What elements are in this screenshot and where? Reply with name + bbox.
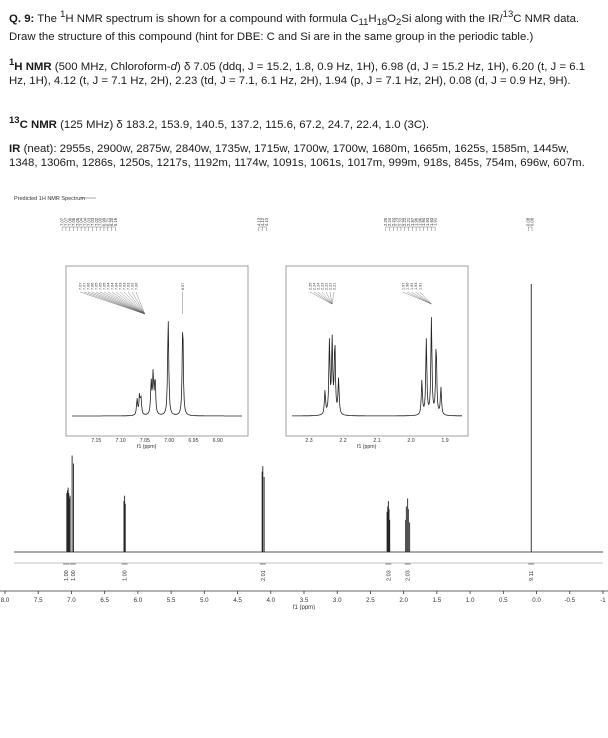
integral-1.00: 1.00 (122, 570, 129, 581)
question-label: Q. 9: (9, 12, 35, 25)
integral-1.00: 1.00 (70, 570, 77, 581)
main-tick-label-1.5: 1.5 (432, 597, 442, 604)
inset-peak-label-6.97: 6.97 (181, 282, 186, 290)
integration-values (14, 563, 603, 581)
inset-tick-7.10: 7.10 (115, 438, 126, 444)
main-peak-label-7.00: 7.00 (97, 217, 103, 226)
inset-peak-label-7.04: 7.04 (114, 282, 119, 290)
main-peak-label-1.97: 1.97 (409, 217, 415, 226)
main-tick-label-6.5: 6.5 (100, 597, 109, 604)
inset-tick-7.15: 7.15 (91, 438, 102, 444)
inset-peak-label-7.03: 7.03 (118, 282, 123, 290)
main-peak-label-1.93: 1.93 (425, 217, 431, 226)
main-peak-label-7.07: 7.07 (59, 217, 65, 226)
inset-tick-2.0: 2.0 (407, 438, 415, 444)
main-tick-label-4.5: 4.5 (233, 597, 242, 604)
inset-peak-label-7.05: 7.05 (102, 282, 107, 290)
main-peak-label-1.94: 1.94 (421, 217, 427, 226)
inset-peak-label-1.91: 1.91 (418, 282, 423, 290)
main-tick-label--1: -1 (600, 597, 606, 604)
main-tick-label-0.5: 0.5 (499, 597, 508, 604)
main-peak-label-2.22: 2.22 (402, 217, 408, 226)
question-text: Q. 9: The $^1$H NMR spectrum is shown for a compound with formula $C_{11}H_{18}O_2Si$ along with the IR/$^{13}$C NMR data. Draw the structure of this compound (hint for DBE: C and Si are in the same group in the periodic table.) (9, 9, 580, 44)
inset-peak-label-7.07: 7.07 (78, 282, 83, 290)
inset-x-axis-label: f1 (ppm) (357, 444, 377, 450)
main-peak-label-2.25: 2.25 (383, 217, 389, 226)
main-peak-label-7.05: 7.05 (74, 217, 80, 226)
inset-peak-label-7.00: 7.00 (134, 282, 139, 290)
main-peak-label-7.07: 7.07 (63, 217, 69, 226)
integral-2.03: 2.03 (405, 570, 412, 581)
c-nmr-label: C NMR (19, 118, 57, 131)
main-x-axis (0, 591, 608, 610)
inset-peak-label-7.04: 7.04 (106, 282, 111, 290)
main-tick-label-4.0: 4.0 (266, 597, 276, 604)
main-peak-label-7.06: 7.06 (71, 217, 77, 226)
integral-1.00: 1.00 (64, 570, 71, 581)
c-nmr-data: $^{13}$C NMR (125 MHz) δ 183.2, 153.9, 140.5, 137.2, 115.6, 67.2, 24.7, 22.4, 1.0 (3C). (9, 115, 430, 131)
inset-tick-1.9: 1.9 (441, 438, 449, 444)
inset-peak-label-7.06: 7.06 (86, 282, 91, 290)
main-peak-label-1.93: 1.93 (428, 217, 434, 226)
main-tick-label-3.5: 3.5 (299, 597, 309, 604)
main-tick-label-5.5: 5.5 (166, 597, 176, 604)
inset-tick-2.3: 2.3 (305, 438, 313, 444)
main-peak-label-1.91: 1.91 (432, 217, 438, 226)
inset-peak-label-7.05: 7.05 (94, 282, 99, 290)
inset-peak-label-7.03: 7.03 (122, 282, 127, 290)
main-tick-label-7.5: 7.5 (33, 597, 43, 604)
main-peak-labels (60, 217, 535, 231)
main-x-axis-label: f1 (ppm) (292, 605, 316, 610)
inset-peak-label-2.24: 2.24 (312, 282, 317, 290)
inset-peak-label-1.96: 1.96 (405, 282, 410, 290)
h-nmr-data: $^1$H NMR (500 MHz, Chloroform-d) δ 7.05 (ddq, J = 15.2, 1.8, 0.9 Hz, 1H), 6.98 (d, J = 15.2 Hz, 1H), 6.20 (t, J = 6.1 Hz, 1H), 4.12 (t, J = 7.1 Hz, 2H), 2.23 (td, J = 7.1, 6.1 Hz, 2H), 1.94 (p, J = 7.1 Hz, 2H), 0.08 (d, J = 0.9 Hz, 9H). (9, 57, 586, 87)
main-peak-label-1.96: 1.96 (413, 217, 419, 226)
inset-tick-6.90: 6.90 (212, 438, 223, 444)
main-peak-label-2.22: 2.22 (398, 217, 404, 226)
main-peak-label-2.24: 2.24 (387, 217, 393, 226)
inset-peak-label-2.21: 2.21 (332, 282, 337, 290)
integral-2.01: 2.01 (260, 570, 267, 581)
main-peak-label-2.24: 2.24 (390, 217, 396, 226)
inset-peak-label-1.97: 1.97 (401, 282, 406, 290)
main-tick-label--0.5: -0.5 (564, 597, 576, 604)
main-tick-label-0.0: 0.0 (532, 597, 541, 604)
main-tick-label-2.0: 2.0 (399, 597, 408, 604)
inset-x-axis-label: f1 (ppm) (137, 444, 157, 450)
integral-2.03: 2.03 (386, 570, 393, 581)
inset-tick-6.95: 6.95 (188, 438, 199, 444)
inset-peak-label-1.94: 1.94 (409, 282, 414, 290)
inset-peak-label-7.06: 7.06 (90, 282, 95, 290)
main-tick-label-2.5: 2.5 (366, 597, 375, 604)
main-peak-label-6.20: 6.20 (109, 217, 115, 226)
integral-9.11: 9.11 (529, 570, 536, 581)
main-peak-label-2.23: 2.23 (394, 217, 400, 226)
inset-tick-2.1: 2.1 (373, 438, 381, 444)
main-peak-label-0.08: 0.08 (529, 217, 535, 226)
inset-tick-2.2: 2.2 (339, 438, 347, 444)
main-peak-label-2.21: 2.21 (406, 217, 412, 226)
inset-peak-label-2.22: 2.22 (328, 282, 333, 290)
main-tick-label-8.0: 8.0 (0, 597, 10, 604)
main-peak-label-6.21: 6.21 (105, 217, 111, 226)
inset-peak-label-2.25: 2.25 (308, 282, 313, 290)
main-peak-label-6.19: 6.19 (112, 217, 118, 226)
inset-peak-label-7.05: 7.05 (98, 282, 103, 290)
ir-data: IR (neat): 2955s, 2900w, 2875w, 2840w, 1735w, 1715w, 1700w, 1700w, 1680m, 1665m, 1625s, 1585m, 1445w, 1348, 1306m, 1286s, 1250s, 1217s, 1192m, 1174w, 1091s, 1061s, 1017m, 999m, 918s, 845s, 754m, 696w, 607m. (9, 143, 585, 170)
main-peak-label-4.12: 4.12 (260, 217, 266, 226)
main-peak-label-0.08: 0.08 (525, 217, 531, 226)
inset-peak-label-2.22: 2.22 (324, 282, 329, 290)
main-tick-label-6.0: 6.0 (133, 597, 143, 604)
inset-peak-label-2.24: 2.24 (316, 282, 321, 290)
main-peak-label-4.13: 4.13 (256, 217, 262, 226)
inset-peak-label-7.04: 7.04 (110, 282, 115, 290)
main-peak-label-6.99: 6.99 (101, 217, 107, 226)
inset-aliphatic-frame (286, 266, 468, 436)
main-tick-label-5.0: 5.0 (200, 597, 209, 604)
main-peak-label-7.02: 7.02 (93, 217, 99, 226)
inset-peak-label-7.02: 7.02 (130, 282, 135, 290)
main-tick-label-1.0: 1.0 (465, 597, 475, 604)
inset-peak-label-7.03: 7.03 (126, 282, 131, 290)
main-peak-label-7.03: 7.03 (86, 217, 92, 226)
main-peak-label-7.06: 7.06 (67, 217, 73, 226)
nmr-spectrum (0, 190, 608, 610)
main-tick-label-7.0: 7.0 (67, 597, 76, 604)
inset-tick-7.05: 7.05 (139, 438, 150, 444)
main-peak-label-7.03: 7.03 (90, 217, 96, 226)
inset-tick-7.00: 7.00 (164, 438, 175, 444)
main-peak-label-7.04: 7.04 (82, 217, 88, 226)
ir-label: IR (9, 143, 21, 155)
inset-peak-label-1.93: 1.93 (414, 282, 419, 290)
main-peak-label-4.10: 4.10 (263, 217, 269, 226)
inset-peak-label-7.07: 7.07 (82, 282, 87, 290)
inset-peak-label-2.23: 2.23 (320, 282, 325, 290)
main-peak-label-7.04: 7.04 (78, 217, 84, 226)
h-nmr-label: H NMR (14, 60, 52, 73)
main-peak-label-1.96: 1.96 (417, 217, 423, 226)
spectrum-title: Predicted 1H NMR Spectrum (14, 196, 85, 202)
main-tick-label-3.0: 3.0 (332, 597, 342, 604)
